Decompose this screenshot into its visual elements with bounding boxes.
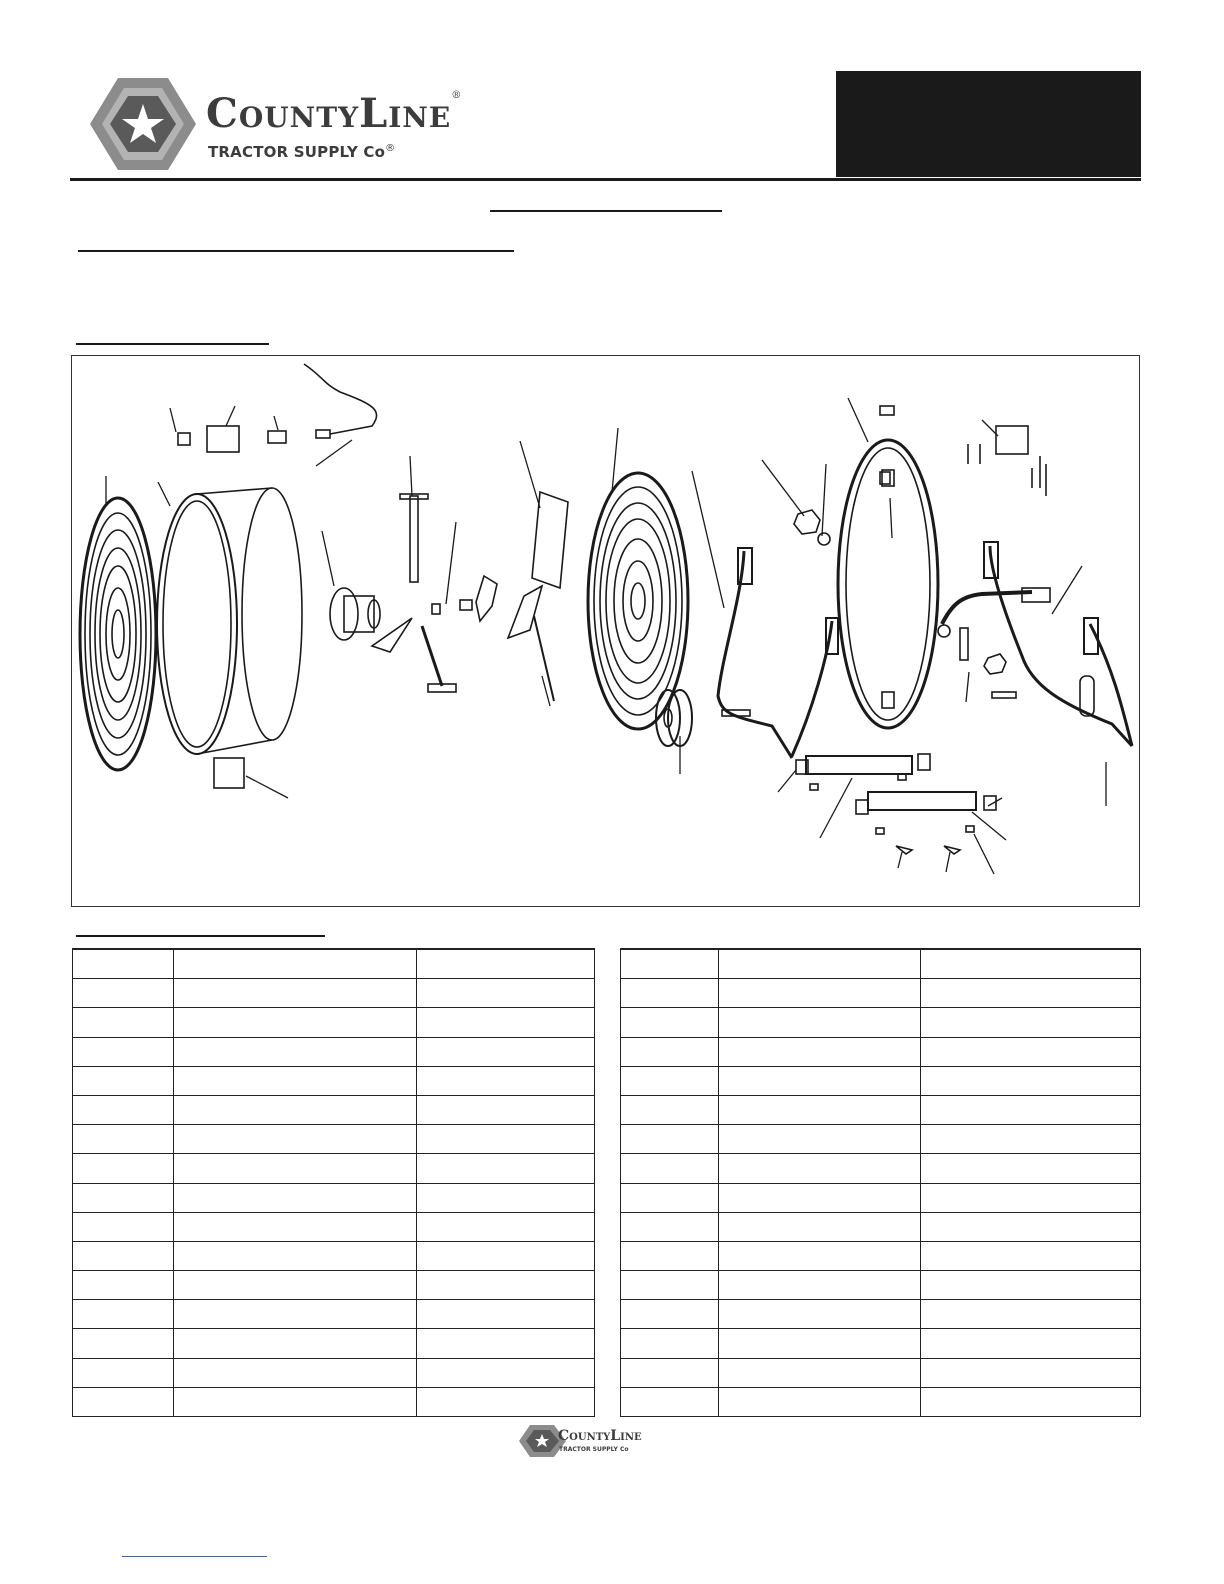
table-cell — [174, 1212, 417, 1241]
table-cell — [921, 1329, 1141, 1358]
table-cell — [621, 1037, 719, 1066]
exploded-parts-diagram — [71, 355, 1140, 907]
table-cell — [73, 1241, 174, 1270]
brand-subtitle: TRACTOR SUPPLY Co® — [208, 143, 396, 161]
table-cell — [719, 1183, 921, 1212]
table-cell — [417, 979, 595, 1008]
table-cell — [174, 1329, 417, 1358]
table-cell — [417, 1037, 595, 1066]
table-cell — [921, 1358, 1141, 1387]
table-cell — [719, 1241, 921, 1270]
table-cell — [174, 1387, 417, 1416]
table-row — [621, 1241, 1141, 1270]
table-cell — [921, 1241, 1141, 1270]
table-cell — [73, 1008, 174, 1037]
table-cell — [621, 1329, 719, 1358]
clip-icon — [476, 576, 497, 621]
countyline-logo-icon — [88, 76, 198, 172]
table-cell — [719, 1329, 921, 1358]
table-cell — [719, 1125, 921, 1154]
table-cell — [621, 1095, 719, 1124]
table-row — [621, 1125, 1141, 1154]
switch-bracket-icon — [996, 426, 1028, 454]
table-cell — [621, 1387, 719, 1416]
right-frame-leg-icon — [990, 546, 1132, 746]
table-cell — [921, 1183, 1141, 1212]
switch-box-icon — [207, 426, 239, 452]
table-cell — [174, 1037, 417, 1066]
motor-icon — [330, 588, 380, 640]
nut-icon — [880, 406, 894, 415]
fan-blade-icon — [508, 492, 568, 701]
front-base-channel-icon — [806, 756, 912, 774]
table-cell — [174, 949, 417, 979]
motor-mount-bar-icon — [410, 496, 418, 582]
header-divider — [70, 178, 1141, 181]
table-row — [73, 1095, 595, 1124]
front-grille-icon — [80, 498, 156, 770]
table-row — [73, 979, 595, 1008]
table-cell — [417, 1387, 595, 1416]
table-cell — [621, 1154, 719, 1183]
table-cell — [174, 1154, 417, 1183]
screws-icon — [968, 444, 1046, 496]
table-row — [621, 1300, 1141, 1329]
table-row — [73, 1154, 595, 1183]
table-cell — [73, 1300, 174, 1329]
handle-icon — [942, 592, 1032, 624]
table-cell — [621, 1300, 719, 1329]
table-cell — [73, 1387, 174, 1416]
table-cell — [417, 949, 595, 979]
diagram-heading-underline — [76, 343, 269, 345]
table-cell — [73, 1183, 174, 1212]
table-row — [73, 1271, 595, 1300]
table-row — [621, 1358, 1141, 1387]
table-row — [621, 1329, 1141, 1358]
table-cell — [719, 1066, 921, 1095]
table-cell — [73, 1212, 174, 1241]
table-cell — [921, 1008, 1141, 1037]
table-cell — [174, 1241, 417, 1270]
table-cell — [174, 1008, 417, 1037]
table-cell — [417, 1066, 595, 1095]
table-row — [621, 949, 1141, 979]
table-cell — [921, 1066, 1141, 1095]
table-row — [621, 1183, 1141, 1212]
table-row — [73, 1008, 595, 1037]
section-underline — [78, 250, 514, 252]
table-cell — [921, 1125, 1141, 1154]
table-cell — [921, 1300, 1141, 1329]
table-cell — [417, 1271, 595, 1300]
lock-knob-icon — [794, 510, 820, 534]
table-row — [73, 1183, 595, 1212]
table-row — [621, 1095, 1141, 1124]
model-label-box — [836, 71, 1141, 177]
table-cell — [719, 949, 921, 979]
title-underline — [490, 210, 722, 212]
brand-name: CountyLine® — [206, 90, 463, 137]
parts-list-table-right — [620, 948, 1141, 1417]
table-cell — [417, 1212, 595, 1241]
table-cell — [73, 1066, 174, 1095]
table-cell — [73, 1125, 174, 1154]
table-cell — [174, 1358, 417, 1387]
table-cell — [621, 1271, 719, 1300]
table-row — [73, 1066, 595, 1095]
table-row — [73, 1387, 595, 1416]
footer-brand-name: CountyLine — [558, 1428, 642, 1444]
bottom-link-underline[interactable] — [122, 1556, 267, 1557]
table-cell — [73, 1095, 174, 1124]
table-cell — [921, 1037, 1141, 1066]
table-cell — [417, 1241, 595, 1270]
table-cell — [719, 1154, 921, 1183]
footer-brand-subtitle: TRACTOR SUPPLY Co — [559, 1446, 629, 1453]
table-row — [621, 1212, 1141, 1241]
table-cell — [621, 1066, 719, 1095]
table-row — [73, 1037, 595, 1066]
table-cell — [621, 1008, 719, 1037]
table-cell — [621, 949, 719, 979]
table-cell — [73, 1358, 174, 1387]
table-cell — [621, 1183, 719, 1212]
table-cell — [621, 1125, 719, 1154]
table-cell — [719, 1358, 921, 1387]
table-cell — [719, 1300, 921, 1329]
table-cell — [621, 979, 719, 1008]
table-row — [73, 1241, 595, 1270]
table-row — [621, 1066, 1141, 1095]
table-cell — [719, 1387, 921, 1416]
table-cell — [417, 1154, 595, 1183]
parts-list-heading-underline — [76, 935, 325, 937]
table-row — [621, 1387, 1141, 1416]
table-cell — [417, 1008, 595, 1037]
power-cord-icon — [304, 364, 377, 434]
table-cell — [174, 1300, 417, 1329]
table-cell — [921, 1271, 1141, 1300]
table-row — [73, 1300, 595, 1329]
table-cell — [719, 1095, 921, 1124]
table-cell — [719, 1271, 921, 1300]
rear-base-channel-icon — [868, 792, 976, 810]
table-cell — [73, 1037, 174, 1066]
table-cell — [417, 1183, 595, 1212]
knob-icon — [178, 433, 190, 445]
table-cell — [174, 979, 417, 1008]
fan-exploded-view — [72, 356, 1141, 908]
table-cell — [719, 1008, 921, 1037]
table-cell — [417, 1095, 595, 1124]
table-cell — [921, 1387, 1141, 1416]
table-cell — [921, 1212, 1141, 1241]
table-cell — [921, 1154, 1141, 1183]
table-cell — [719, 979, 921, 1008]
table-cell — [73, 1271, 174, 1300]
table-cell — [921, 979, 1141, 1008]
support-rod-icon — [422, 626, 442, 686]
table-cell — [73, 949, 174, 979]
table-cell — [174, 1066, 417, 1095]
table-cell — [417, 1358, 595, 1387]
rear-grille-icon — [588, 473, 688, 729]
table-cell — [921, 949, 1141, 979]
table-row — [73, 1212, 595, 1241]
table-cell — [73, 979, 174, 1008]
table-cell — [174, 1271, 417, 1300]
table-cell — [174, 1125, 417, 1154]
table-cell — [621, 1241, 719, 1270]
table-row — [73, 1125, 595, 1154]
table-cell — [719, 1037, 921, 1066]
table-cell — [174, 1095, 417, 1124]
fan-drum-icon — [157, 488, 302, 754]
table-row — [621, 1037, 1141, 1066]
table-cell — [417, 1300, 595, 1329]
table-row — [73, 1329, 595, 1358]
table-row — [621, 1271, 1141, 1300]
table-cell — [719, 1212, 921, 1241]
table-cell — [621, 1212, 719, 1241]
table-row — [73, 1358, 595, 1387]
table-cell — [621, 1358, 719, 1387]
junction-box-icon — [214, 758, 244, 788]
table-row — [621, 1008, 1141, 1037]
table-cell — [417, 1329, 595, 1358]
callout-leader-lines — [106, 398, 1106, 874]
parts-list-table-left — [72, 948, 595, 1417]
table-row — [621, 1154, 1141, 1183]
table-row — [621, 979, 1141, 1008]
switch-icon — [268, 431, 286, 443]
table-cell — [921, 1095, 1141, 1124]
left-frame-leg-icon — [718, 551, 832, 758]
table-cell — [174, 1183, 417, 1212]
table-row — [73, 949, 595, 979]
table-cell — [73, 1329, 174, 1358]
table-cell — [417, 1125, 595, 1154]
table-cell — [73, 1154, 174, 1183]
